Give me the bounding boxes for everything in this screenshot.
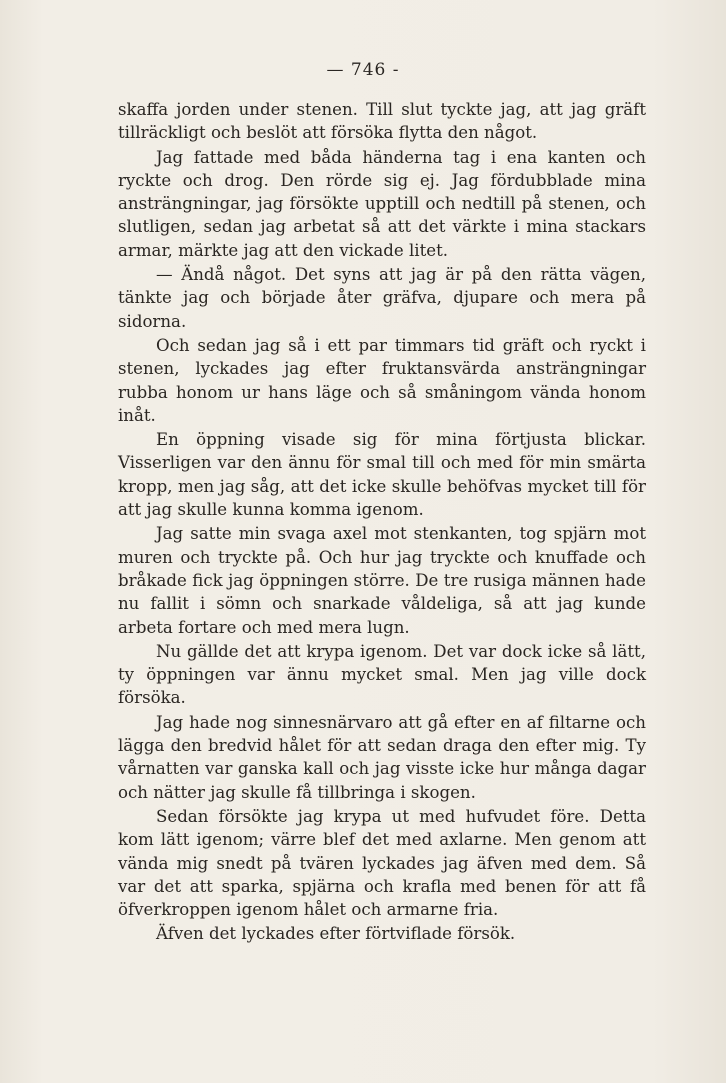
paragraph: skaffa jorden under stenen. Till slut tyckte jag, att jag gräft tillräckligt och beslöt att försöka flytta den något. — [118, 100, 646, 143]
page-number: — 746 - — [326, 60, 400, 80]
paragraph: Sedan försökte jag krypa ut med hufvudet före. Detta kom lätt igenom; värre blef det med axlarne. Men genom att vända mig snedt på tvären lyckades jag äfven med dem. Så var det att sparka, spjärna och krafla med benen för att få öfverkroppen igenom hålet och armarne fria. — [118, 806, 646, 920]
paragraph: En öppning visade sig för mina förtjusta blickar. Visserligen var den ännu för smal till och med för min smärta kropp, men jag såg, att det icke skulle behöfvas mycket till för att jag skulle kunna komma igenom. — [118, 430, 646, 520]
paragraph: Jag fattade med båda händerna tag i ena kanten och ryckte och drog. Den rörde sig ej. Jag fördubblade mina ansträngningar, jag försökte upptill och nedtill på stenen, och slutligen, sedan jag arbetat så att det värkte i mina stackars armar, märkte jag att den vickade litet. — [118, 147, 646, 260]
paragraph: Nu gällde det att krypa igenom. Det var dock icke så lätt, ty öppningen var ännu mycket smal. Men jag ville dock försöka. — [118, 641, 646, 708]
paragraph: — Ändå något. Det syns att jag är på den rätta vägen, tänkte jag och började åter gräfva, djupare och mera på sidorna. — [118, 265, 646, 331]
paragraph: Äfven det lyckades efter förtviflade försök. — [156, 924, 516, 944]
paragraph: Jag satte min svaga axel mot stenkanten, tog spjärn mot muren och tryckte på. Och hur jag tryckte och knuffade och bråkade fick jag öppningen större. De tre rusiga männen hade nu fallit i sömn och snarkade våldeliga, så att jag kunde arbeta fortare och med mera lugn. — [118, 524, 646, 637]
paragraph: Jag hade nog sinnesnärvaro att gå efter en af filtarne och lägga den bredvid hålet för att sedan draga den efter mig. Ty vårnatten var ganska kall och jag visste icke hur många dagar och nätter jag skulle få tillbringa i skogen. — [118, 712, 646, 802]
body-text — [118, 98, 646, 947]
paragraph: Och sedan jag så i ett par timmars tid gräft och ryckt i stenen, lyckades jag efter fruktansvärda ansträngningar rubba honom ur hans läge och så småningom vända honom inåt. — [118, 335, 646, 425]
